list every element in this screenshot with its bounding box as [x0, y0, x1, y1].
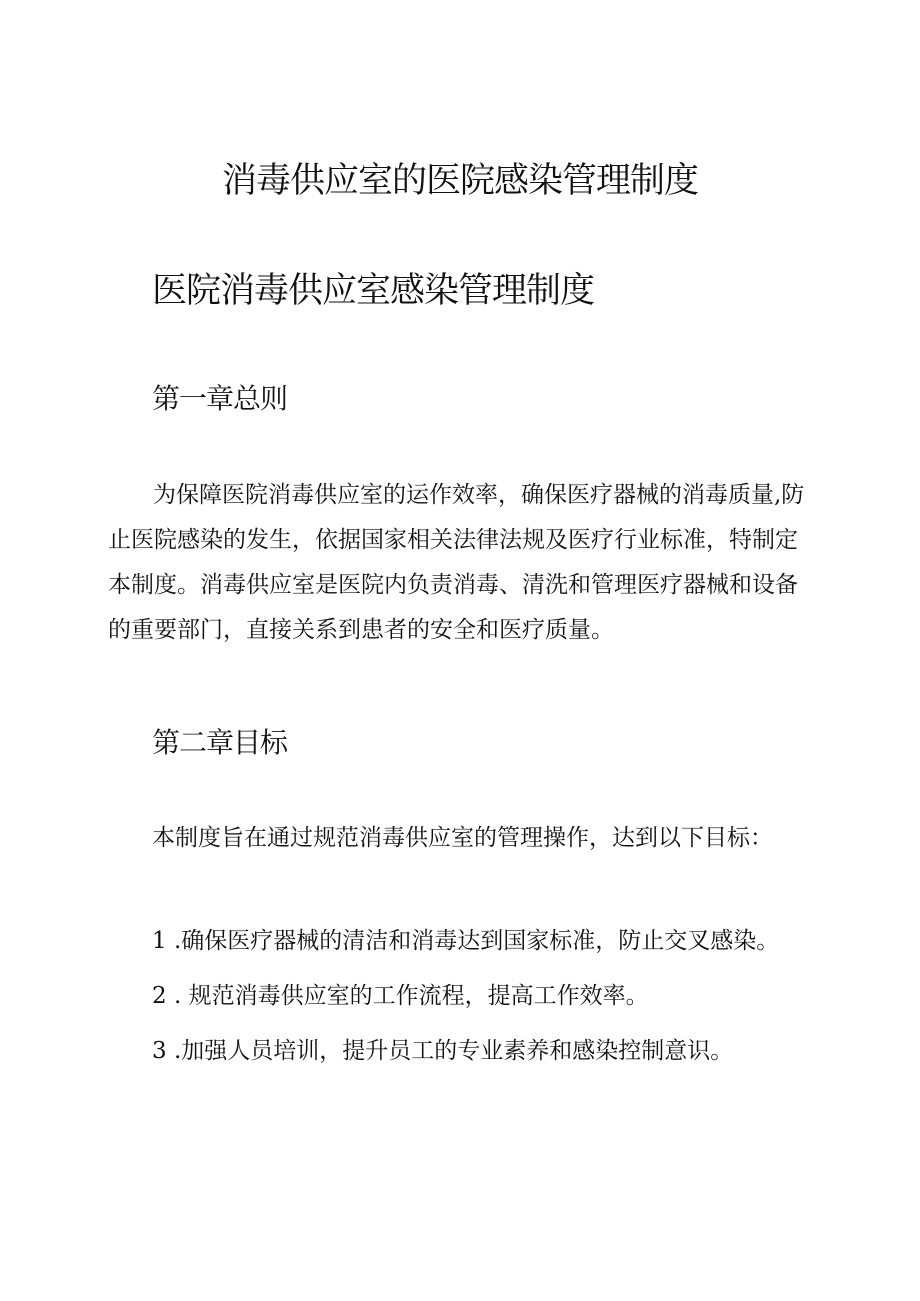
- chapter-1-paragraph: 为保障医院消毒供应室的运作效率，确保医疗器械的消毒质量,防止医院感染的发生，依据国家相关法律法规及医疗行业标准，特制定本制度。消毒供应室是医院内负责消毒、清洗和管理医疗器械和设备的重要部门，直接关系到患者的安全和医疗质量。: [108, 482, 805, 643]
- document-title: 消毒供应室的医院感染管理制度: [221, 161, 698, 201]
- goal-list-item-1: 1 .确保医疗器械的清洁和消毒达到国家标准，防止交叉感染。: [152, 928, 780, 954]
- chapter-2-heading: 第二章目标: [152, 726, 288, 759]
- chapter-2-paragraph: 本制度旨在通过规范消毒供应室的管理操作，达到以下目标：: [152, 825, 773, 851]
- goal-list-item-3: 3 .加强人员培训，提升员工的专业素养和感染控制意识。: [152, 1038, 734, 1064]
- goal-list-item-2: 2 . 规范消毒供应室的工作流程，提高工作效率。: [152, 983, 649, 1009]
- document-subtitle: 医院消毒供应室感染管理制度: [152, 271, 595, 311]
- chapter-1-heading: 第一章总则: [152, 382, 288, 415]
